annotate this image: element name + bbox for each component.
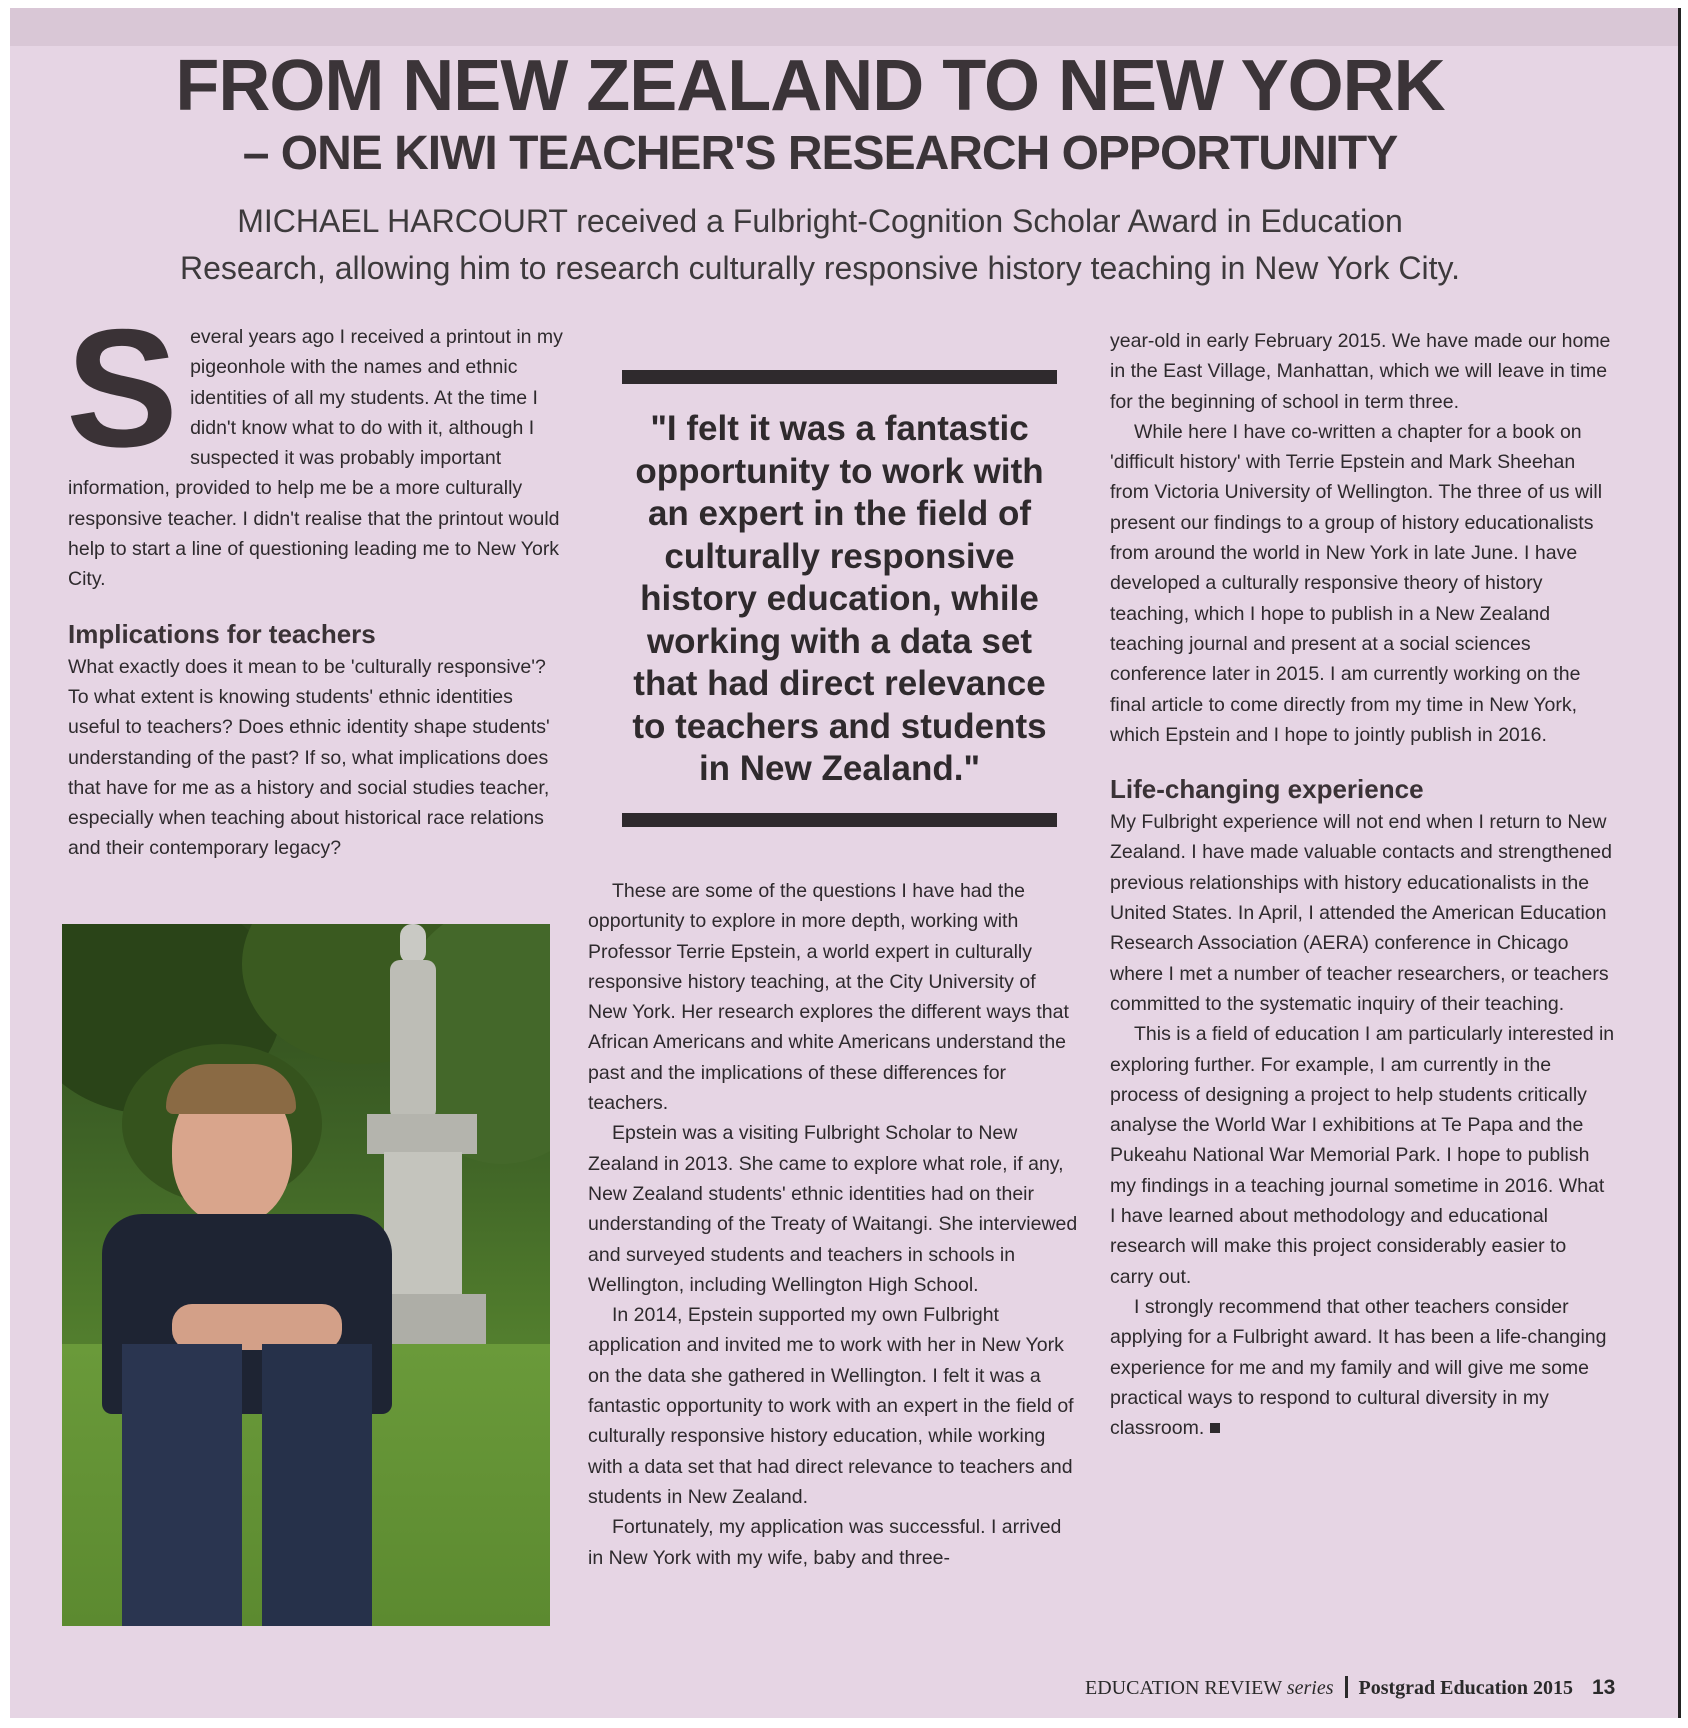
paragraph: In 2014, Epstein supported my own Fulbright application and invited me to work with her in New York on the data she gathered in Wellington. I felt it was a fantastic opportunity to work with an expert in the field of culturally responsive history education, while working with a data set that had direct relevance to teachers and students in New Zealand. (588, 1304, 1074, 1508)
column-2 (588, 876, 1078, 1573)
standfirst-line-1: MICHAEL HARCOURT received a Fulbright-Cognition Scholar Award in Education (237, 203, 1403, 239)
pull-quote (622, 370, 1057, 827)
headline-line-1: FROM NEW ZEALAND TO NEW YORK (175, 46, 1445, 126)
paragraph: While here I have co-written a chapter for a book on 'difficult history' with Terrie Epstein and Mark Sheehan from Victoria University of Wellington. The three of us will present our findings to a group of history educationalists from around the world in New York in late June. I have developed a culturally responsive theory of history teaching, which I hope to publish in a New Zealand teaching journal and present at a social sciences conference later in 2015. I am currently working on the final article to come directly from my time in New York, which Epstein and I hope to jointly publish in 2016. (1110, 420, 1603, 746)
paragraph: My Fulbright experience will not end when I return to New Zealand. I have made valuable contacts and strengthened previous relationships with history educationalists in the United States. In April, I attended the American Education Research Association (AERA) conference in Chicago where I met a number of teacher researchers, or teachers committed to the systematic inquiry of their teaching. (1110, 811, 1612, 1015)
intro-paragraph: everal years ago I received a printout in my pigeonhole with the names and ethnic identities of all my students. At the time I didn't know what to do with it, although I suspected it was probably important information, provided to help me be a more culturally responsive teacher. I didn't realise that the printout would help to start a line of questioning leading me to New York City. (68, 326, 563, 591)
column-1 (66, 294, 568, 864)
paragraph: This is a field of education I am particularly interested in exploring further. For example, I am currently in the process of designing a project to help students critically analyse the World War I exhibitions at Te Papa and the Pukeahu National War Memorial Park. I hope to publish my findings in a teaching journal sometime in 2016. What I have learned about methodology and educational research will make this project considerably easier to carry out. (1110, 1023, 1615, 1288)
footer-brand: EDUCATION REVIEW (1085, 1677, 1282, 1699)
page-number: 13 (1591, 1676, 1616, 1699)
standfirst-line-2: Research, allowing him to research culturally responsive history teaching in New York City. (180, 250, 1460, 286)
pull-quote-top-rule (622, 370, 1057, 384)
footer-publication: Postgrad Education 2015 (1358, 1677, 1573, 1699)
closing-text: I strongly recommend that other teachers consider applying for a Fulbright award. It has been a life-changing experience for me and my family and will give me some practical ways to respond to cultural diversity in my classroom. (1110, 1295, 1607, 1440)
footer-series: series (1286, 1677, 1334, 1699)
magazine-page (10, 8, 1681, 1718)
standfirst (110, 198, 1530, 292)
drop-cap: S (66, 294, 179, 482)
paragraph: Fortunately, my application was successful. I arrived in New York with my wife, baby and three- (588, 1516, 1062, 1569)
column-3 (1110, 326, 1615, 1443)
paragraph: These are some of the questions I have had the opportunity to explore in more depth, working with Professor Terrie Epstein, a world expert in culturally responsive history teaching, at the City University of New York. Her research explores the different ways that African Americans and white Americans understand the past and the implications of these differences for teachers. (588, 880, 1069, 1115)
subhead-life-changing: Life-changing experience (1110, 774, 1424, 805)
subhead-implications: Implications for teachers (68, 618, 376, 649)
paragraph: year-old in early February 2015. We have made our home in the East Village, Manhattan, which we will leave in time for the beginning of school in term three. (1110, 330, 1611, 413)
paragraph (1110, 1292, 1615, 1443)
pull-quote-bottom-rule (622, 813, 1057, 827)
end-mark-icon (1210, 1423, 1220, 1433)
paragraph: Epstein was a visiting Fulbright Scholar to New Zealand in 2013. She came to explore what role, if any, New Zealand students' ethnic identities had on their understanding of the Treaty of Waitangi. She interviewed and surveyed students and teachers in schools in Wellington, including Wellington High School. (588, 1122, 1078, 1296)
implications-paragraph: What exactly does it mean to be 'culturally responsive'? To what extent is knowing students' ethnic identities useful to teachers? Does ethnic identity shape students' understanding of the past? If so, what implications does that have for me as a history and social studies teacher, especially when teaching about historical race relations and their contemporary legacy? (68, 655, 550, 860)
pull-quote-text: "I felt it was a fantastic opportunity to work with an expert in the field of culturally responsive history education, while working with a data set that had direct relevance to teachers and students in New Zealand." (632, 409, 1047, 788)
bleed-through-band (10, 8, 1678, 46)
headline-line-2: – ONE KIWI TEACHER'S RESEARCH OPPORTUNITY (242, 127, 1398, 180)
author-photo (62, 924, 550, 1626)
footer-divider (1345, 1676, 1348, 1698)
page-footer (1085, 1676, 1615, 1700)
